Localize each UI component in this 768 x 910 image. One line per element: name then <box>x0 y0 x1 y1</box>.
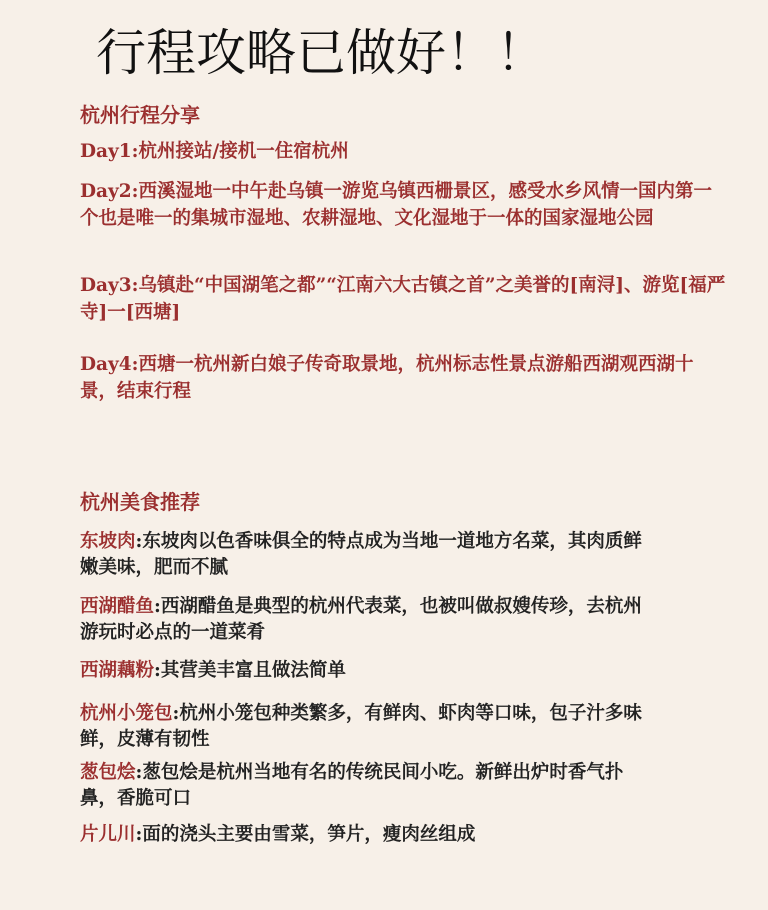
food-desc: :东坡肉以色香味俱全的特点成为当地一道地方名菜，其肉质鲜嫩美味，肥而不腻 <box>80 531 642 578</box>
food-name: 西湖藕粉 <box>80 660 155 681</box>
food-desc: :面的浇头主要由雪菜，笋片，瘦肉丝组成 <box>135 824 476 845</box>
day-2-text: Day2:西溪湿地一中午赴乌镇一游览乌镇西栅景区，感受水乡风情一国内第一个也是唯一的集城市湿地、农耕湿地、文化湿地于一体的国家湿地公园 <box>80 181 712 229</box>
day-4-text: Day4:西塘一杭州新白娘子传奇取景地，杭州标志性景点游船西湖观西湖十景，结束行程 <box>80 354 694 402</box>
food-item-vinegar-fish <box>80 594 660 646</box>
food-heading: 杭州美食推荐 <box>80 490 200 514</box>
food-item-xiaolongbao <box>80 701 660 753</box>
day-1-text: Day1:杭州接站/接机一住宿杭州 <box>80 141 349 162</box>
food-desc: :杭州小笼包种类繁多，有鲜肉、虾肉等口味，包子汁多味鲜，皮薄有韧性 <box>80 703 642 750</box>
food-desc: :其营美丰富且做法简单 <box>154 660 346 681</box>
food-name: 葱包烩 <box>80 762 136 783</box>
food-item-lotus-root <box>80 658 660 684</box>
page-title: 行程攻略已做好！！ <box>96 24 546 82</box>
food-name: 东坡肉 <box>80 531 136 552</box>
food-desc: :葱包烩是杭州当地有名的传统民间小吃。新鲜出炉时香气扑鼻，香脆可口 <box>80 762 624 809</box>
food-name: 西湖醋鱼 <box>80 596 155 617</box>
food-item-pianerchuan <box>80 822 660 848</box>
food-item-congbaohui <box>80 760 660 812</box>
food-item-dongpo <box>80 529 660 581</box>
food-name: 片儿川 <box>80 824 136 845</box>
food-desc: :西湖醋鱼是典型的杭州代表菜，也被叫做叔嫂传珍，去杭州游玩时必点的一道菜肴 <box>80 596 642 643</box>
food-name: 杭州小笼包 <box>80 703 173 724</box>
itinerary-heading: 杭州行程分享 <box>80 103 200 127</box>
day-3-text: Day3:乌镇赴“中国湖笔之都”“江南六大古镇之首”之美誉的[南浔]、游览[福严寺]一[西塘] <box>80 275 726 323</box>
